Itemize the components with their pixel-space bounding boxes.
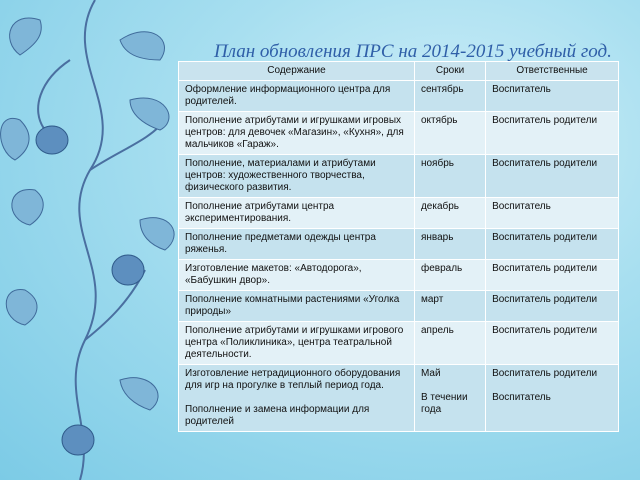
cell-responsible	[486, 291, 619, 322]
cell-responsible-text: Воспитатель родители	[492, 368, 598, 379]
cell-content-text: Пополнение комнатными растениями «Уголка природы»	[185, 294, 400, 317]
cell-term	[414, 112, 485, 155]
table-row	[179, 322, 619, 365]
cell-content-text: Изготовление нетрадиционного оборудования для игр на прогулке в теплый период года.	[185, 368, 401, 391]
cell-term-text: март	[420, 294, 444, 305]
cell-term-text: февраль	[420, 263, 463, 274]
header-term: Сроки	[414, 62, 485, 81]
cell-content	[179, 260, 415, 291]
cell-content	[179, 198, 415, 229]
cell-term-text: Май	[420, 368, 441, 379]
cell-content-text: Пополнение атрибутами центра экспериментирования.	[185, 201, 335, 224]
cell-term-text: январь	[420, 232, 454, 243]
table-header-row	[179, 62, 619, 81]
cell-responsible	[486, 322, 619, 365]
spacer	[185, 392, 408, 404]
cell-responsible-text: Воспитатель родители	[492, 115, 598, 126]
cell-content	[179, 81, 415, 112]
cell-content-text: Пополнение атрибутами и игрушками игрового центра «Поликлиника», центра театральной деятельности.	[185, 325, 404, 360]
cell-responsible	[486, 81, 619, 112]
table-row	[179, 81, 619, 112]
cell-responsible	[486, 198, 619, 229]
cell-content-text: Пополнение атрибутами и игрушками игровых центров: для девочек «Магазин», «Кухня», для мальчиков «Гараж».	[185, 115, 404, 150]
cell-responsible-text: Воспитатель	[492, 201, 551, 212]
cell-content	[179, 291, 415, 322]
cell-responsible-text: Воспитатель родители	[492, 294, 598, 305]
cell-term	[414, 229, 485, 260]
cell-responsible	[486, 155, 619, 198]
cell-content	[179, 229, 415, 260]
cell-responsible	[486, 112, 619, 155]
cell-term	[414, 365, 485, 432]
cell-responsible-text: Воспитатель	[492, 392, 551, 403]
cell-responsible-text: Воспитатель родители	[492, 232, 598, 243]
cell-term	[414, 291, 485, 322]
spacer	[421, 380, 479, 392]
cell-content	[179, 155, 415, 198]
table-row	[179, 291, 619, 322]
cell-term-text: ноябрь	[420, 158, 454, 169]
cell-responsible	[486, 229, 619, 260]
table-row	[179, 229, 619, 260]
cell-responsible	[486, 260, 619, 291]
cell-term	[414, 198, 485, 229]
cell-content-text: Пополнение предметами одежды центра ряженья.	[185, 232, 376, 255]
plan-table	[178, 61, 619, 432]
cell-term-text: октябрь	[420, 115, 458, 126]
cell-term	[414, 322, 485, 365]
cell-responsible	[486, 365, 619, 432]
cell-content-text: Пополнение и замена информации для родителей	[185, 404, 370, 427]
header-responsible: Ответственные	[486, 62, 619, 81]
spacer	[492, 380, 612, 392]
cell-term-text: В течении года	[420, 392, 468, 415]
page-title: План обновления ПРС на 2014-2015 учебный год.	[214, 41, 612, 62]
cell-content-text: Оформление информационного центра для родителей.	[185, 84, 391, 107]
table-row	[179, 155, 619, 198]
cell-term-text: сентябрь	[420, 84, 464, 95]
cell-term	[414, 260, 485, 291]
cell-term-text: декабрь	[420, 201, 460, 212]
table-row	[179, 112, 619, 155]
cell-responsible-text: Воспитатель родители	[492, 325, 598, 336]
table-row	[179, 365, 619, 432]
cell-content-text: Пополнение, материалами и атрибутами центров: художественного творчества, физического развития.	[185, 158, 376, 193]
cell-term	[414, 81, 485, 112]
floral-decoration	[0, 0, 200, 480]
cell-content	[179, 365, 415, 432]
cell-content	[179, 112, 415, 155]
cell-term	[414, 155, 485, 198]
table-row	[179, 260, 619, 291]
table-row	[179, 198, 619, 229]
cell-term-text: апрель	[420, 325, 454, 336]
cell-content	[179, 322, 415, 365]
cell-responsible-text: Воспитатель	[492, 84, 551, 95]
cell-responsible-text: Воспитатель родители	[492, 263, 598, 274]
cell-content-text: Изготовление макетов: «Автодорога», «Бабушкин двор».	[185, 263, 362, 286]
table-body	[179, 81, 619, 432]
cell-responsible-text: Воспитатель родители	[492, 158, 598, 169]
header-content: Содержание	[179, 62, 415, 81]
